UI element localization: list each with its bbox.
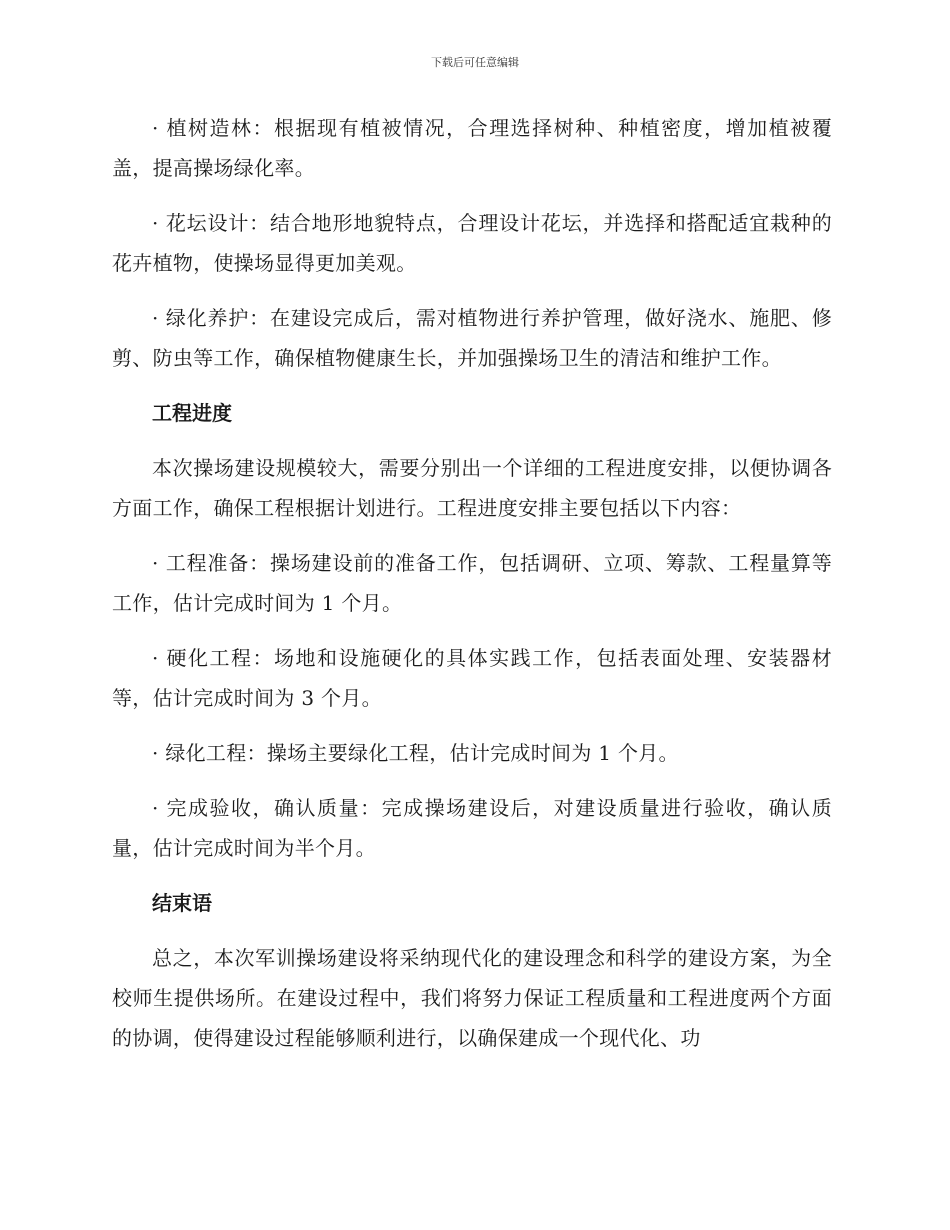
paragraph-tree-planting: · 植树造林：根据现有植被情况，合理选择树种、种植密度，增加植被覆盖，提高操场绿化率。 [112,116,832,180]
paragraph-acceptance: · 完成验收，确认质量：完成操场建设后，对建设质量进行验收，确认质量，估计完成时间为半个月。 [112,796,832,860]
paragraph-flowerbed-design: · 花坛设计：结合地形地貌特点，合理设计花坛，并选择和搭配适宜栽种的花卉植物，使操场显得更加美观。 [112,211,832,275]
page-header: 下载后可任意编辑 [431,56,519,69]
paragraph-schedule-intro: 本次操场建设规模较大，需要分别出一个详细的工程进度安排，以便协调各方面工作，确保工程根据计划进行。工程进度安排主要包括以下内容： [112,456,832,520]
paragraph-greening-project: · 绿化工程：操场主要绿化工程，估计完成时间为 1 个月。 [152,741,679,765]
paragraph-conclusion: 总之，本次军训操场建设将采纳现代化的建设理念和科学的建设方案，为全校师生提供场所。在建设过程中，我们将努力保证工程质量和工程进度两个方面的协调，使得建设过程能够顺利进行，以确保建成一个现代化、功 [112,946,832,1050]
paragraph-hardening: · 硬化工程：场地和设施硬化的具体实践工作，包括表面处理、安装器材等，估计完成时间为 3 个月。 [112,646,832,710]
paragraph-greening-maintenance: · 绿化养护：在建设完成后，需对植物进行养护管理，做好浇水、施肥、修剪、防虫等工作，确保植物健康生长，并加强操场卫生的清洁和维护工作。 [112,306,832,370]
document-body [112,108,832,1073]
section-heading-schedule: 工程进度 [152,401,232,425]
section-heading-conclusion: 结束语 [152,891,212,915]
paragraph-preparation: · 工程准备：操场建设前的准备工作，包括调研、立项、筹款、工程量算等工作，估计完成时间为 1 个月。 [112,551,832,615]
